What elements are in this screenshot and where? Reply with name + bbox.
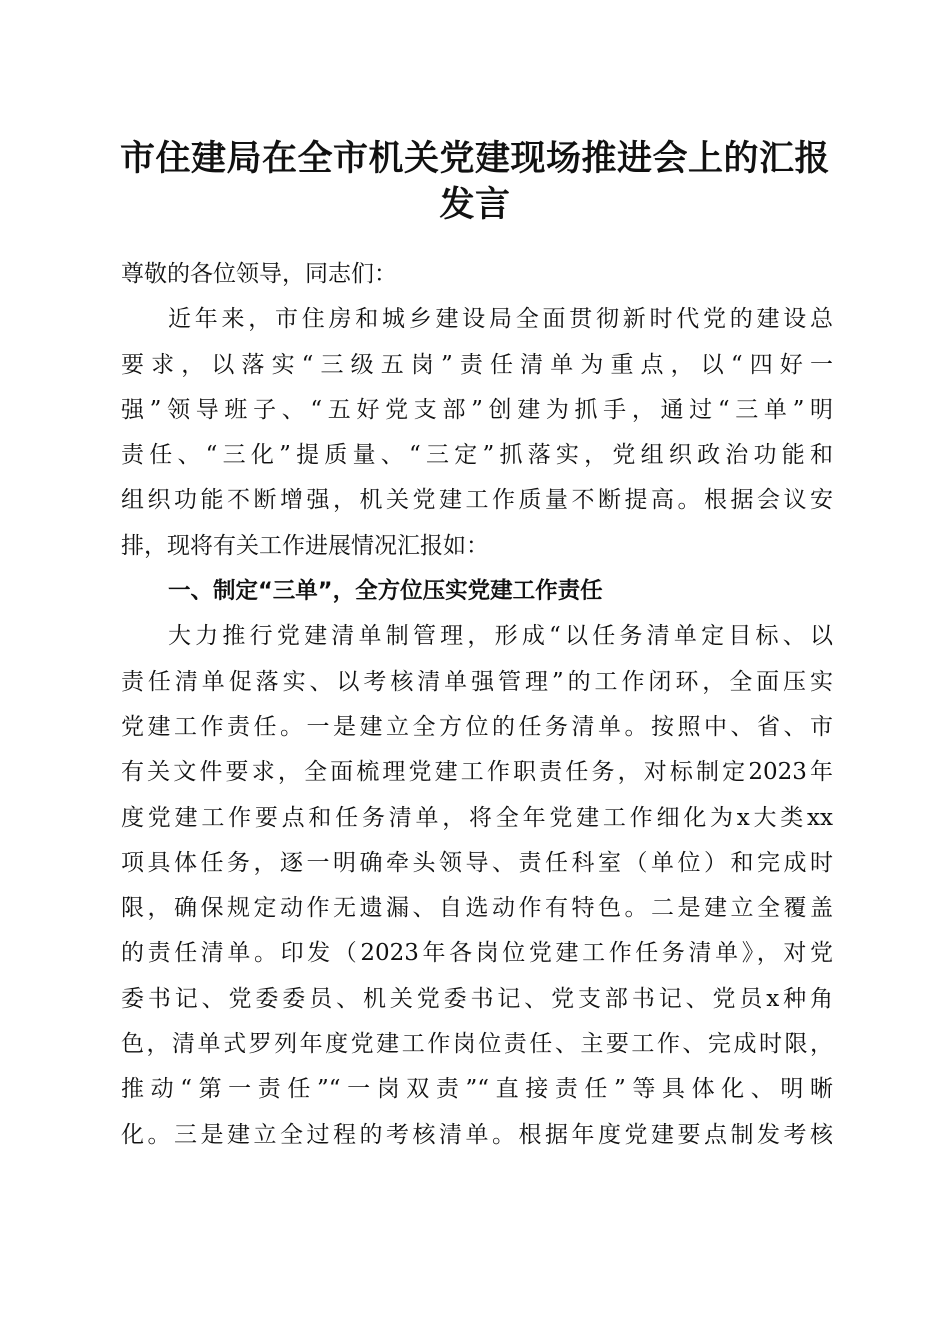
section-line: 限，确保规定动作无遗漏、自选动作有特色。二是建立全覆盖 — [121, 895, 833, 922]
section-line: 度党建工作要点和任务清单，将全年党建工作细化为x大类xx — [121, 804, 833, 831]
section-line: 推动“第一责任”“一岗双责”“直接责任”等具体化、明晰 — [121, 1076, 833, 1103]
section-line: 委书记、党委委员、机关党委书记、党支部书记、党员x种角 — [121, 985, 833, 1012]
document-body — [121, 252, 833, 1158]
section-line: 化。三是建立全过程的考核清单。根据年度党建要点制发考核 — [121, 1121, 833, 1148]
section-line: 有关文件要求，全面梳理党建工作职责任务，对标制定2023年 — [121, 759, 833, 786]
section-line: 色，清单式罗列年度党建工作岗位责任、主要工作、完成时限， — [121, 1031, 833, 1058]
section-heading: 一、制定“三单”，全方位压实党建工作责任 — [168, 578, 603, 605]
intro-line: 要求，以落实“三级五岗”责任清单为重点，以“四好一 — [121, 351, 833, 378]
intro-line: 近年来，市住房和城乡建设局全面贯彻新时代党的建设总 — [168, 306, 833, 333]
section-line: 责任清单促落实、以考核清单强管理”的工作闭环，全面压实 — [121, 668, 833, 695]
salutation: 尊敬的各位领导，同志们： — [121, 261, 397, 287]
section-line: 大力推行党建清单制管理，形成“以任务清单定目标、以 — [168, 623, 833, 650]
title-line-1: 市住建局在全市机关党建现场推进会上的汇报 — [119, 138, 830, 179]
section-line: 党建工作责任。一是建立全方位的任务清单。按照中、省、市 — [121, 713, 833, 740]
section-line: 项具体任务，逐一明确牵头领导、责任科室（单位）和完成时 — [121, 849, 833, 876]
intro-line: 组织功能不断增强，机关党建工作质量不断提高。根据会议安 — [121, 487, 833, 514]
intro-line: 排，现将有关工作进展情况汇报如： — [121, 532, 489, 559]
section-line: 的责任清单。印发（2023年各岗位党建工作任务清单》，对党 — [121, 940, 833, 967]
document-title — [100, 136, 850, 228]
intro-line: 强”领导班子、“五好党支部”创建为抓手，通过“三单”明 — [121, 396, 833, 423]
title-line-2: 发言 — [439, 184, 511, 225]
intro-line: 责任、“三化”提质量、“三定”抓落实，党组织政治功能和 — [121, 442, 833, 469]
